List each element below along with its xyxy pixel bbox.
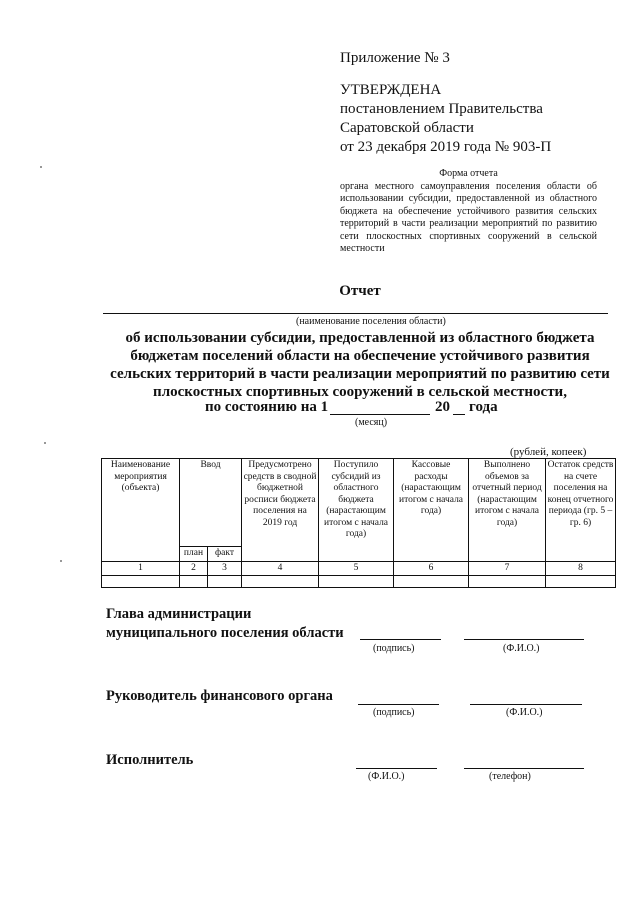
date-suffix: года bbox=[469, 399, 498, 415]
table-cell[interactable] bbox=[319, 576, 394, 588]
date-prefix: по состоянию на 1 bbox=[205, 399, 329, 415]
table-cell[interactable] bbox=[180, 576, 208, 588]
executor-phone-caption: (телефон) bbox=[489, 771, 531, 782]
currency-note: (рублей, копеек) bbox=[510, 446, 587, 458]
header-done: Выполнено объемов за отчетный период (нарастающим итогом с начала года) bbox=[469, 459, 546, 562]
executor-label: Исполнитель bbox=[106, 752, 194, 768]
settlement-caption: (наименование поселения области) bbox=[296, 316, 446, 327]
column-number: 1 bbox=[102, 561, 180, 576]
scan-speck bbox=[60, 560, 62, 562]
executor-phone-line[interactable] bbox=[464, 768, 584, 769]
table-cell[interactable] bbox=[394, 576, 469, 588]
table-row bbox=[102, 576, 616, 588]
column-number: 6 bbox=[394, 561, 469, 576]
approved-title: УТВЕРЖДЕНА bbox=[340, 82, 442, 98]
header-planned: Предусмотрено средств в сводной бюджетной росписи бюджета поселения на 2019 год bbox=[242, 459, 319, 562]
head-signature-line[interactable] bbox=[360, 639, 441, 640]
report-heading-line-1: об использовании субсидии, предоставленной из областного бюджета bbox=[125, 330, 595, 346]
report-heading-line-2: бюджетам поселений области на обеспечение устойчивого развития bbox=[130, 348, 590, 364]
column-number: 8 bbox=[546, 561, 616, 576]
month-blank[interactable] bbox=[330, 414, 430, 415]
region-line: Саратовской области bbox=[340, 120, 474, 136]
report-heading-line-3: сельских территорий в части реализации мероприятий по развитию сети bbox=[110, 366, 610, 382]
executor-name-line[interactable] bbox=[356, 768, 437, 769]
head-signature-caption: (подпись) bbox=[373, 643, 415, 654]
column-number: 4 bbox=[242, 561, 319, 576]
decree-date-line: от 23 декабря 2019 года № 903-П bbox=[340, 139, 552, 155]
form-description bbox=[340, 168, 597, 256]
head-label-2: муниципального поселения области bbox=[106, 625, 344, 641]
executor-name-caption: (Ф.И.О.) bbox=[368, 771, 405, 782]
column-number: 7 bbox=[469, 561, 546, 576]
report-table bbox=[101, 458, 616, 588]
table-cell[interactable] bbox=[208, 576, 242, 588]
header-received: Поступило субсидий из областного бюджета (нарастающим итогом с начала года) bbox=[319, 459, 394, 562]
header-cash: Кассовые расходы (нарастающим итогом с начала года) bbox=[394, 459, 469, 562]
year-prefix: 20 bbox=[435, 399, 450, 415]
header-balance: Остаток средств на счете поселения на конец отчетного периода (гр. 5 – гр. 6) bbox=[546, 459, 616, 562]
settlement-name-line[interactable] bbox=[103, 313, 608, 314]
table-cell[interactable] bbox=[469, 576, 546, 588]
header-input: Ввод bbox=[180, 459, 242, 547]
report-title: Отчет bbox=[339, 283, 381, 299]
report-heading-line-4: плоскостных спортивных сооружений в сельской местности, bbox=[153, 384, 567, 400]
column-number: 2 bbox=[180, 561, 208, 576]
finance-head-label: Руководитель финансового органа bbox=[106, 688, 333, 704]
form-title: Форма отчета bbox=[439, 168, 498, 179]
scan-speck bbox=[44, 442, 46, 444]
finance-name-line[interactable] bbox=[470, 704, 582, 705]
year-blank[interactable] bbox=[453, 414, 465, 415]
finance-name-caption: (Ф.И.О.) bbox=[506, 707, 543, 718]
month-caption: (месяц) bbox=[355, 417, 388, 428]
header-fact: факт bbox=[208, 547, 242, 562]
appendix-number: Приложение № 3 bbox=[340, 50, 450, 66]
head-name-caption: (Ф.И.О.) bbox=[503, 643, 540, 654]
head-label-1: Глава администрации bbox=[106, 606, 252, 622]
table-cell[interactable] bbox=[546, 576, 616, 588]
header-plan: план bbox=[180, 547, 208, 562]
header-name: Наименование мероприятия (объекта) bbox=[102, 459, 180, 562]
scan-speck bbox=[40, 166, 42, 168]
column-number: 5 bbox=[319, 561, 394, 576]
column-number: 3 bbox=[208, 561, 242, 576]
head-name-line[interactable] bbox=[464, 639, 584, 640]
finance-signature-caption: (подпись) bbox=[373, 707, 415, 718]
form-text: органа местного самоуправления поселения области об использовании субсидии, предоставленной из областного бюджета на обеспечение устойчивого развития сельских территорий в части реализации мероприятий по развитию сети плоскостных спортивных сооружений в сельской местности bbox=[340, 180, 597, 254]
finance-signature-line[interactable] bbox=[358, 704, 439, 705]
table-cell[interactable] bbox=[102, 576, 180, 588]
table-cell[interactable] bbox=[242, 576, 319, 588]
approved-by-line: постановлением Правительства bbox=[340, 101, 543, 117]
